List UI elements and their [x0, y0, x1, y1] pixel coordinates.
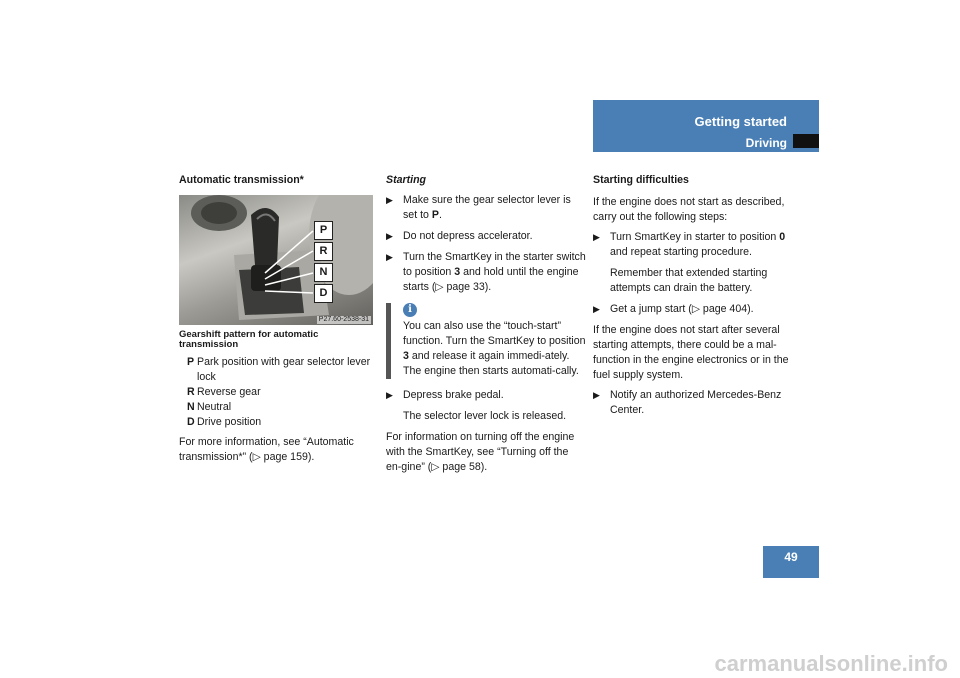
triangle-bullet-icon: ▶ — [386, 231, 393, 241]
info-icon: i — [403, 303, 417, 317]
gear-item: P Park position with gear selector lever lock — [187, 356, 371, 383]
gear-item: D Drive position — [187, 416, 262, 428]
step-item: ▶ Make sure the gear selector lever is set to P. — [386, 194, 571, 221]
heading-starting: Starting — [386, 174, 427, 186]
watermark: carmanualsonline.info — [714, 651, 948, 676]
triangle-bullet-icon: ▶ — [386, 252, 393, 262]
section-title: Getting started — [694, 114, 787, 129]
heading-automatic-transmission: Automatic transmission* — [179, 174, 304, 186]
subsection-title: Driving — [745, 136, 787, 150]
photo-code: P27.60-2538-31 — [318, 316, 369, 323]
gear-letter-p: P — [314, 221, 333, 240]
gear-letter-d: D — [314, 284, 333, 303]
info-text: You can also use the “touch-start” function. Turn the SmartKey to position 3 and release it again immedi-ately. The engine then starts automati-cally. — [403, 320, 586, 377]
triangle-bullet-icon: ▶ — [593, 304, 600, 314]
gear-item: N Neutral — [187, 401, 232, 413]
triangle-bullet-icon: ▶ — [593, 232, 600, 242]
gear-letter-n: N — [314, 263, 333, 282]
step-note: The selector lever lock is released. — [403, 410, 567, 422]
column-starting-difficulties — [593, 173, 793, 424]
gearshift-photo — [179, 195, 373, 325]
triangle-bullet-icon: ▶ — [386, 390, 393, 400]
info-box — [386, 303, 586, 379]
intro-text: If the engine does not start as described, carry out the following steps: — [593, 196, 785, 223]
triangle-bullet-icon: ▶ — [593, 390, 600, 400]
gear-letter-r: R — [314, 242, 333, 261]
gear-list — [187, 355, 379, 430]
header-marker — [793, 134, 819, 148]
gear-item: R Reverse gear — [187, 386, 261, 398]
step-item: ▶ Turn the SmartKey in the starter switch to position 3 and hold until the engine starts (▷ page 33). — [386, 251, 586, 293]
step-item: ▶ Turn SmartKey in starter to position 0 and repeat starting procedure. — [593, 231, 786, 258]
more-info-text: For more information, see “Automatic transmission*” (▷ page 159). — [179, 436, 354, 463]
turn-off-info: For information on turning off the engine with the SmartKey, see “Turning off the en-gine” (▷ page 58). — [386, 431, 575, 473]
photo-caption: Gearshift pattern for automatic transmission — [179, 329, 319, 350]
step-item: ▶ Do not depress accelerator. — [386, 230, 533, 242]
column-starting — [386, 173, 586, 480]
heading-starting-difficulties: Starting difficulties — [593, 174, 689, 186]
step-item: ▶ Notify an authorized Mercedes-Benz Center. — [593, 389, 782, 416]
malfunction-text: If the engine does not start after several starting attempts, there could be a mal-function in the engine electronics or in the fuel supply system. — [593, 324, 789, 381]
step-item: ▶ Depress brake pedal. — [386, 389, 504, 401]
step-item: ▶ Get a jump start (▷ page 404). — [593, 303, 754, 315]
triangle-bullet-icon: ▶ — [386, 195, 393, 205]
page-number: 49 — [763, 546, 819, 578]
chapter-header — [593, 100, 819, 152]
gearshift-illustration — [179, 195, 373, 325]
step-note: Remember that extended starting attempts can drain the battery. — [610, 267, 768, 294]
column-automatic-transmission — [179, 173, 379, 470]
